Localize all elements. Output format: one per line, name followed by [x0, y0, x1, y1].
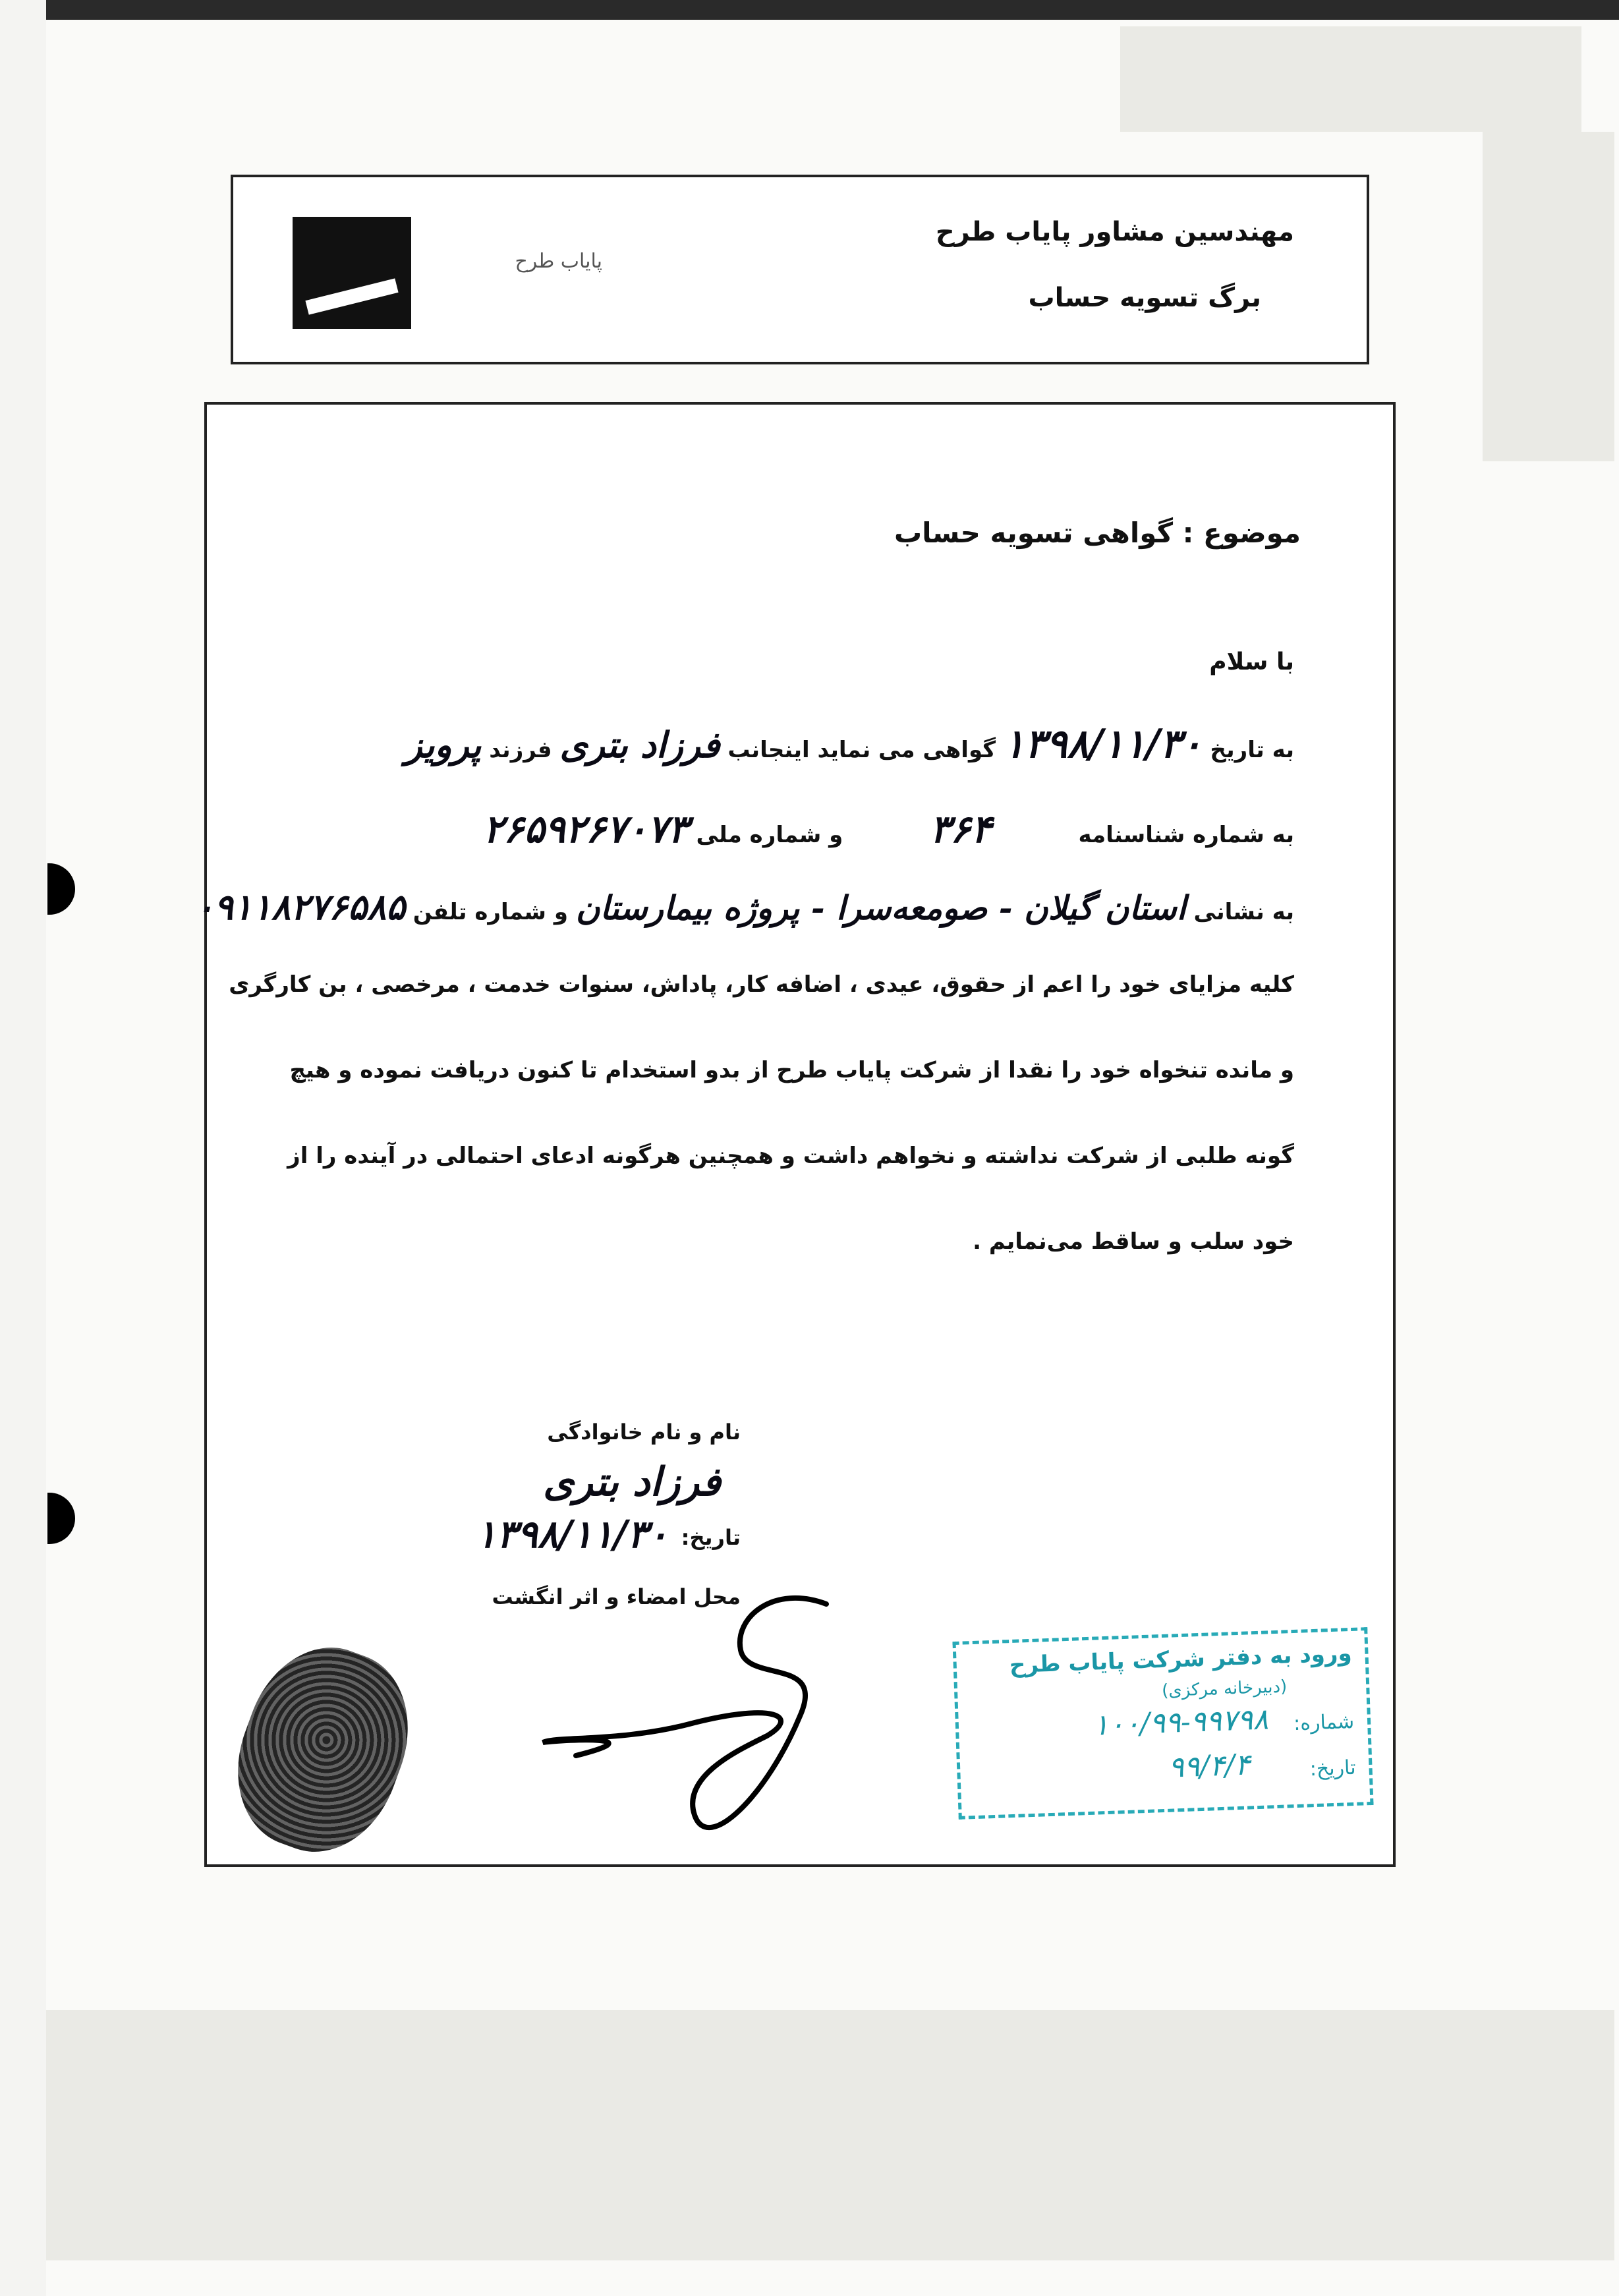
hand-signer-name: فرزاد بتری — [543, 1459, 721, 1505]
label-national-id: و شماره ملی — [696, 822, 843, 848]
hand-address: استان گیلان - صومعه‌سرا - پروژه بیمارستان — [575, 888, 1186, 927]
label-birth-cert: به شماره شناسنامه — [1078, 822, 1294, 848]
logo-stripe — [305, 278, 398, 314]
handwritten-signature — [457, 1578, 919, 1861]
body-paragraph-2: و مانده تنخواه خود را نقدا از شرکت پایاب طرح از بدو استخدام تا کنون دریافت نموده و هیچ — [289, 1057, 1294, 1083]
name-label: نام و نام خانوادگی — [547, 1420, 741, 1445]
company-name: مهندسین مشاور پایاب طرح — [935, 217, 1294, 247]
sign-label: محل امضاء و اثر انگشت — [492, 1584, 741, 1609]
subject-line: موضوع : گواهی تسویه حساب — [894, 517, 1301, 549]
hand-full-name: فرزاد بتری — [559, 724, 720, 766]
form-title: برگ تسویه حساب — [1028, 283, 1261, 313]
hand-father-name: پرویز — [405, 724, 482, 766]
line-id-numbers — [483, 807, 1294, 851]
hand-date: ۱۳۹۸/۱۱/۳۰ — [1003, 721, 1203, 767]
stamp-number-value: ۱۰۰/۹۹-۹۹۷۹۸ — [1093, 1702, 1269, 1742]
label-phone: و شماره تلفن — [412, 899, 568, 925]
body-paragraph-1: کلیه مزایای خود را اعم از حقوق، عیدی ، اضافه کار، پاداش، سنوات خدمت ، مرخصی ، بن کارگری — [229, 971, 1294, 998]
stamp-date-value: ۹۹/۴/۴ — [1168, 1748, 1251, 1785]
label-certifies: گواهی می نماید اینجانب — [727, 737, 996, 763]
stamp-subtitle: (دبیرخانه مرکزی) — [1161, 1677, 1288, 1702]
label-son-of: فرزند — [489, 737, 552, 763]
line-date-name — [405, 721, 1294, 767]
scan-noise — [1483, 132, 1614, 461]
logo-caption: پایاب طرح — [515, 250, 602, 273]
line-address-phone — [195, 886, 1294, 928]
registry-stamp — [952, 1627, 1373, 1820]
body-paragraph-3: گونه طلبی از شرکت نداشته و نخواهم داشت و همچنین هرگونه ادعای احتمالی در آینده را از — [287, 1143, 1294, 1169]
scan-noise — [1120, 26, 1581, 132]
label-date: به تاریخ — [1210, 737, 1294, 763]
stamp-date-label: تاریخ: — [1309, 1756, 1357, 1781]
greeting: با سلام — [1209, 648, 1294, 675]
stamp-number-label: شماره: — [1293, 1709, 1355, 1736]
stamp-title: ورود به دفتر شرکت پایاب طرح — [1009, 1640, 1353, 1679]
header-box — [231, 175, 1369, 364]
hand-phone: ۰۹۱۱۸۲۷۶۵۸۵ — [194, 886, 405, 928]
scan-top-edge — [46, 0, 1619, 20]
hand-sign-date: ۱۳۹۸/۱۱/۳۰ — [476, 1512, 668, 1557]
body-paragraph-4: خود سلب و ساقط می‌نمایم . — [973, 1228, 1294, 1255]
hand-national-id: ۲۶۵۹۲۶۷۰۷۳ — [483, 807, 689, 851]
date-label: تاریخ: — [681, 1525, 741, 1550]
scan-noise — [46, 2010, 1614, 2260]
label-address: به نشانی — [1193, 899, 1294, 925]
company-logo — [293, 217, 411, 329]
hand-birth-cert-number: ۳۶۴ — [930, 807, 992, 851]
